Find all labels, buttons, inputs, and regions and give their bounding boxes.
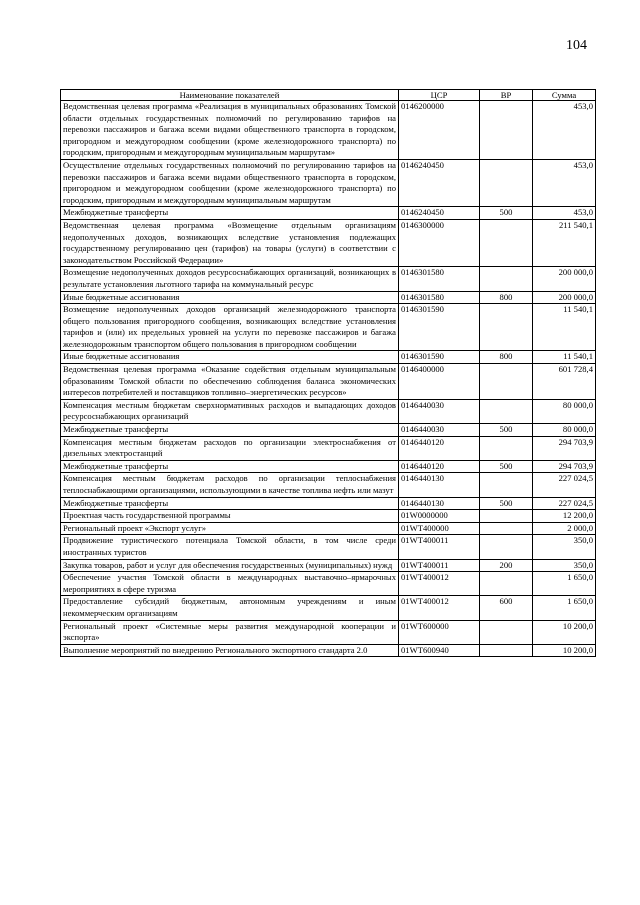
table-row [61,497,596,510]
cell-vr: 200 [480,559,533,572]
cell-name: Возмещение недополученных доходов организаций железнодорожного транспорта общего пользования пригородного сообщения, возникающих вследствие установления тарифов и (или) их предельных уровней на услуги по перевозке пассажиров и багажа железнодорожным транспортом общего пользования в пригородном сообщении [61,304,399,351]
cell-sum: 350,0 [533,559,596,572]
cell-vr [480,535,533,559]
cell-sum: 294 703,9 [533,460,596,473]
cell-name: Осуществление отдельных государственных полномочий по регулированию тарифов на перевозки пассажиров и багажа всеми видами общественного транспорта в городском, пригородном и междугородном сообщении (кроме железнодорожного транспорта) по городским, пригородным и междугородным муниципальным маршрутам [61,159,399,206]
cell-sum: 80 000,0 [533,399,596,423]
cell-vr [480,364,533,400]
table-row [61,596,596,620]
cell-csr: 0146440030 [399,399,480,423]
cell-csr: 0146440120 [399,436,480,460]
cell-csr: 0146440030 [399,424,480,437]
cell-vr: 500 [480,207,533,220]
cell-sum: 11 540,1 [533,304,596,351]
table-row [61,424,596,437]
table-row [61,101,596,160]
cell-sum: 453,0 [533,101,596,160]
table-row [61,159,596,206]
cell-vr [480,159,533,206]
cell-name: Межбюджетные трансферты [61,460,399,473]
cell-csr: 0146440120 [399,460,480,473]
cell-vr: 600 [480,596,533,620]
cell-vr [480,572,533,596]
table-row [61,267,596,291]
cell-name: Закупка товаров, работ и услуг для обеспечения государственных (муниципальных) нужд [61,559,399,572]
cell-csr: 01WT600940 [399,644,480,657]
table-row [61,399,596,423]
cell-name: Региональный проект «Экспорт услуг» [61,522,399,535]
header-vr: ВР [480,90,533,101]
cell-sum: 1 650,0 [533,596,596,620]
table-row [61,436,596,460]
table-row [61,351,596,364]
cell-sum: 294 703,9 [533,436,596,460]
page-number: 104 [566,38,587,53]
table-row [61,291,596,304]
cell-sum: 1 650,0 [533,572,596,596]
cell-csr: 0146200000 [399,101,480,160]
cell-name: Межбюджетные трансферты [61,207,399,220]
cell-sum: 10 200,0 [533,644,596,657]
table-row [61,572,596,596]
cell-vr [480,436,533,460]
cell-name: Компенсация местным бюджетам расходов по организации электроснабжения от дизельных электростанций [61,436,399,460]
table-body [61,101,596,657]
cell-name: Иные бюджетные ассигнования [61,351,399,364]
table-row [61,620,596,644]
cell-vr [480,101,533,160]
cell-vr [480,304,533,351]
cell-csr: 0146400000 [399,364,480,400]
cell-csr: 0146301580 [399,267,480,291]
cell-name: Ведомственная целевая программа «Возмещение отдельным организациям недополученных доходов, возникающих вследствие установления подлежащих государственному регулированию цен (тарифов) на товары (услуги) в соответствии с законодательством Российской Федерации» [61,219,399,266]
cell-vr [480,620,533,644]
cell-csr: 01WT400012 [399,596,480,620]
cell-vr [480,522,533,535]
table-row [61,522,596,535]
cell-vr: 500 [480,424,533,437]
cell-sum: 12 200,0 [533,510,596,523]
cell-sum: 10 200,0 [533,620,596,644]
cell-csr: 01WT600000 [399,620,480,644]
cell-sum: 350,0 [533,535,596,559]
header-csr: ЦСР [399,90,480,101]
cell-sum: 453,0 [533,159,596,206]
cell-vr [480,219,533,266]
cell-name: Обеспечение участия Томской области в международных выставочно–ярмарочных мероприятиях в сфере туризма [61,572,399,596]
cell-sum: 11 540,1 [533,351,596,364]
cell-vr: 500 [480,460,533,473]
cell-vr [480,644,533,657]
header-sum: Сумма [533,90,596,101]
table-row [61,460,596,473]
table-header-row [61,90,596,101]
cell-name: Компенсация местным бюджетам расходов по организации теплоснабжения теплоснабжающими организациями, использующими в качестве топлива нефть или мазут [61,473,399,497]
cell-csr: 01WT400011 [399,535,480,559]
cell-name: Иные бюджетные ассигнования [61,291,399,304]
cell-csr: 0146240450 [399,207,480,220]
cell-vr [480,399,533,423]
cell-sum: 227 024,5 [533,497,596,510]
cell-vr [480,473,533,497]
cell-csr: 0146301580 [399,291,480,304]
cell-name: Ведомственная целевая программа «Реализация в муниципальных образованиях Томской области отдельных государственных полномочий по регулированию тарифов на перевозки пассажиров и багажа всеми видами общественного транспорта в городском, пригородном и междугородном сообщении (кроме железнодорожного транспорта) по городским, пригородным и междугородным муниципальным маршрутам» [61,101,399,160]
table-row [61,535,596,559]
cell-sum: 200 000,0 [533,267,596,291]
cell-csr: 01W0000000 [399,510,480,523]
cell-vr: 800 [480,291,533,304]
header-name: Наименование показателей [61,90,399,101]
cell-sum: 453,0 [533,207,596,220]
cell-csr: 0146300000 [399,219,480,266]
cell-vr: 800 [480,351,533,364]
cell-csr: 0146301590 [399,304,480,351]
cell-name: Предоставление субсидий бюджетным, автономным учреждениям и иным некоммерческим организациям [61,596,399,620]
cell-name: Компенсация местным бюджетам сверхнормативных расходов и выпадающих доходов ресурсоснабжающих организаций [61,399,399,423]
cell-name: Межбюджетные трансферты [61,424,399,437]
cell-csr: 01WT400000 [399,522,480,535]
cell-sum: 601 728,4 [533,364,596,400]
table-row [61,364,596,400]
cell-vr [480,267,533,291]
cell-sum: 200 000,0 [533,291,596,304]
cell-name: Региональный проект «Системные меры развития международной кооперации и экспорта» [61,620,399,644]
table-row [61,219,596,266]
cell-csr: 0146440130 [399,473,480,497]
table-row [61,304,596,351]
cell-sum: 80 000,0 [533,424,596,437]
table-row [61,510,596,523]
cell-sum: 2 000,0 [533,522,596,535]
cell-csr: 0146240450 [399,159,480,206]
cell-name: Ведомственная целевая программа «Оказание содействия отдельным муниципальным образованиям Томской области по обеспечению соблюдения баланса экономических интересов потребителей и поставщиков топливно–энергетических ресурсов» [61,364,399,400]
table-row [61,207,596,220]
cell-name: Выполнение мероприятий по внедрению Регионального экспортного стандарта 2.0 [61,644,399,657]
table-row [61,644,596,657]
cell-sum: 227 024,5 [533,473,596,497]
cell-name: Проектная часть государственной программы [61,510,399,523]
cell-csr: 0146440130 [399,497,480,510]
cell-sum: 211 540,1 [533,219,596,266]
cell-name: Возмещение недополученных доходов ресурсоснабжающих организаций, возникающих в результате установления льготного тарифа на коммунальный ресурс [61,267,399,291]
budget-table [60,89,596,657]
table-row [61,473,596,497]
cell-vr [480,510,533,523]
cell-name: Продвижение туристического потенциала Томской области, в том числе среди иностранных туристов [61,535,399,559]
cell-csr: 01WT400011 [399,559,480,572]
cell-name: Межбюджетные трансферты [61,497,399,510]
cell-vr: 500 [480,497,533,510]
cell-csr: 01WT400012 [399,572,480,596]
table-row [61,559,596,572]
cell-csr: 0146301590 [399,351,480,364]
